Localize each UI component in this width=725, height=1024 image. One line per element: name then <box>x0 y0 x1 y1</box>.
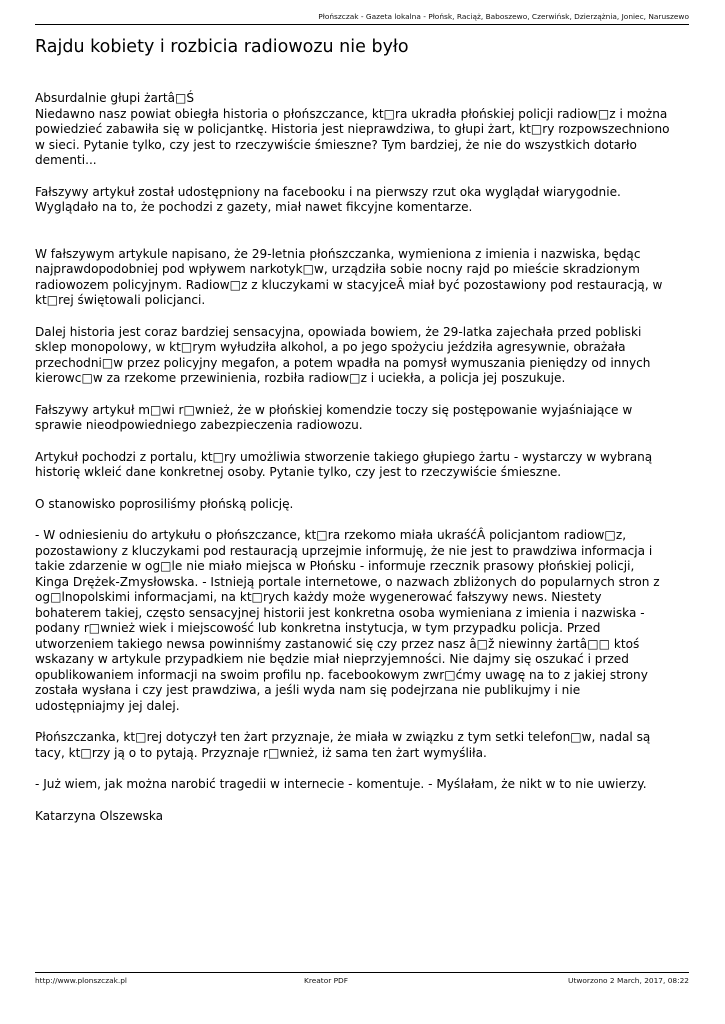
text-line: - W odniesieniu do artykułu o płońszczance, kt□ra rzekomo miała ukraśćÂ policjantom radiow□z, <box>35 528 627 542</box>
text-line: O stanowisko poprosiliśmy płońską policję. <box>35 496 294 511</box>
paragraph-victim <box>35 730 695 761</box>
text-line: przechodni□w przez policyjny megafon, a potem wpadła na pomysł wymuszania pieniędzy od innych <box>35 355 651 370</box>
text-line: og□lnopolskimi informacjami, na kt□rych każdy może wygenerować fałszywy news. Niestety <box>35 590 602 604</box>
paragraph-gap <box>35 434 695 450</box>
paragraph-police-statement <box>35 528 695 714</box>
text-line: udostępniajmy jej dalej. <box>35 698 180 713</box>
article-author <box>35 809 695 825</box>
text-line: została wysłana i czy jest prawdziwa, a jeśli wyda nam się podejrzana nie publikujmy i nie <box>35 683 581 697</box>
text-line: - Już wiem, jak można narobić tragedii w internecie - komentuje. - Myślałam, że nikt w to nie uwierzy. <box>35 777 647 791</box>
text-line: takie zdarzenie w og□le nie miało miejsca w Płońsku - informuje rzecznik prasowy płońskiej policji, <box>35 559 635 573</box>
paragraph-quote <box>35 777 695 793</box>
paragraph-gap <box>35 761 695 777</box>
text-line: kierowc□w za rzekome przewinienia, rozbiła radiow□z i uciekła, a policja jej poszukuje. <box>35 371 566 385</box>
paragraph-gap <box>35 216 695 247</box>
paragraph-portal <box>35 450 695 481</box>
text-line: W fałszywym artykule napisano, że 29-letnia płońszczanka, wymieniona z imienia i nazwiska, będąc <box>35 246 641 261</box>
paragraph-gap <box>35 481 695 497</box>
site-header: Płońszczak - Gazeta lokalna - Płońsk, Raciąż, Baboszewo, Czerwińsk, Dzierzążnia, Joniec, Naruszewo <box>318 12 689 21</box>
text-line: bohaterem takiej, często sensacyjnej historii jest konkretna osoba wymieniana z imienia i nazwiska - <box>35 605 645 620</box>
paragraph-gap <box>35 793 695 809</box>
text-line: Kinga Drężek-Zmysłowska. - Istnieją portale internetowe, o nazwach zbliżonych do popularnych stron z <box>35 574 660 589</box>
text-line: wskazany w artykule przypadkiem nie będzie miał nieprzyjemności. Nie dajmy się oszukać i przed <box>35 652 629 666</box>
paragraph-fake-story <box>35 247 695 309</box>
author-name: Katarzyna Olszewska <box>35 808 164 823</box>
paragraph-gap <box>35 714 695 730</box>
header-divider <box>35 24 689 25</box>
paragraph-story-continued <box>35 325 695 387</box>
paragraph-police-request <box>35 497 695 513</box>
text-line: Absurdalnie głupi żartâ□Ś <box>35 91 195 105</box>
footer-url: http://www.plonszczak.pl <box>35 976 127 985</box>
footer-created-date: Utworzono 2 March, 2017, 08:22 <box>568 976 689 985</box>
paragraph-fake-article <box>35 185 695 216</box>
text-line: Płońszczanka, kt□rej dotyczył ten żart przyznaje, że miała w związku z tym setki telefon□w, nadal są <box>35 730 651 744</box>
footer-generator: Kreator PDF <box>304 976 349 985</box>
text-line: historię wkleić dane konkretnej osoby. Pytanie tylko, czy jest to rzeczywiście śmieszne. <box>35 465 562 479</box>
text-line: pozostawiony z kluczykami pod restauracją uprzejmie informuję, że nie jest to prawdziwa informacja i <box>35 543 653 558</box>
text-line: Niedawno nasz powiat obiegła historia o płońszczance, kt□ra ukradła płońskiej policji radiow□z i można <box>35 106 668 121</box>
paragraph-gap <box>35 309 695 325</box>
article-body <box>35 91 695 824</box>
page-footer <box>35 976 689 986</box>
text-line: Dalej historia jest coraz bardziej sensacyjna, opowiada bowiem, że 29-latka zajechała przed pobliski <box>35 324 642 339</box>
paragraph-gap <box>35 512 695 528</box>
text-line: podany r□wnież wiek i miejscowość lub konkretna instytucja, w tym przypadku policja. Przed <box>35 621 601 635</box>
text-line: Artykuł pochodzi z portalu, kt□ry umożliwia stworzenie takiego głupiego żartu - wystarczy w wybraną <box>35 449 653 464</box>
text-line: w sieci. Pytanie tylko, czy jest to rzeczywiście śmieszne? Tym bardziej, że nie do wszystkich dotarło <box>35 137 637 152</box>
text-line: Fałszywy artykuł został udostępniony na facebooku i na pierwszy rzut oka wyglądał wiarygodnie. <box>35 184 621 199</box>
paragraph-gap <box>35 169 695 185</box>
text-line: najprawdopodobniej pod wpływem narkotyk□w, urządziła sobie nocny rajd po mieście skradzionym <box>35 262 640 276</box>
paragraph-gap <box>35 387 695 403</box>
text-line: sprawie nieodpowiedniego zabezpieczenia radiowozu. <box>35 418 363 432</box>
paragraph-intro <box>35 91 695 169</box>
article-title: Rajdu kobiety i rozbicia radiowozu nie było <box>35 37 409 57</box>
paragraph-investigation <box>35 403 695 434</box>
text-line: utworzeniem takiego newsa powinniśmy zastanowić się czy przez nasz â□ž niewinny żartâ□□ ktoś <box>35 636 640 651</box>
text-line: powiedzieć zabawiła się w policjantkę. Historia jest nieprawdziwa, to głupi żart, kt□ry rozpowszechniono <box>35 122 670 136</box>
text-line: radiowozem policyjnym. Radiow□z z kluczykami w stacyjceÂ miał być pozostawiony pod restauracją, w <box>35 277 663 292</box>
text-line: kt□rej świętowali policjanci. <box>35 293 206 307</box>
footer-divider <box>35 972 689 973</box>
text-line: opublikowaniem informacji na swoim profilu np. facebookowym zwr□ćmy uwagę na to z jakiej strony <box>35 667 648 682</box>
text-line: Fałszywy artykuł m□wi r□wnież, że w płońskiej komendzie toczy się postępowanie wyjaśniające w <box>35 402 633 417</box>
text-line: dementi... <box>35 153 97 167</box>
text-line: sklep monopolowy, w kt□rym wyłudziła alkohol, a po jego spożyciu jeździła agresywnie, obrażała <box>35 340 626 354</box>
text-line: tacy, kt□rzy ją o to pytają. Przyznaje r□wnież, iż sama ten żart wymyśliła. <box>35 745 487 760</box>
text-line: Wyglądało na to, że pochodzi z gazety, miał nawet fikcyjne komentarze. <box>35 200 473 214</box>
